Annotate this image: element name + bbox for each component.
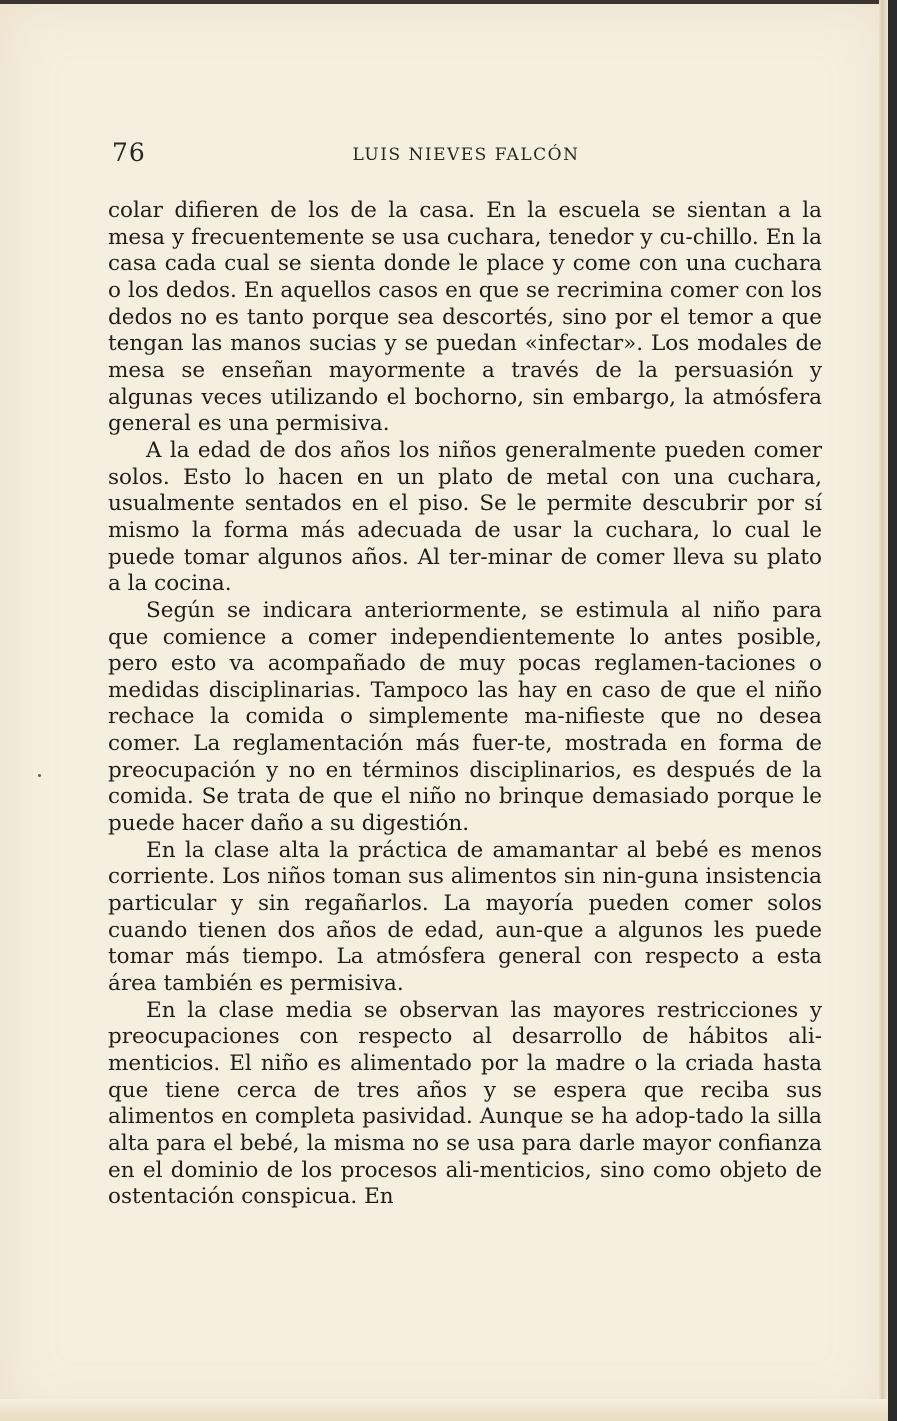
paragraph-5: En la clase media se observan las mayores restricciones y preocupaciones con respecto al desarrollo de hábitos ali-menticios. El niño es alimentado por la madre o la criada hasta que tiene cerca de tres años y se espera que reciba sus alimentos en completa pasividad. Aunque se ha adop-tado la silla alta para el bebé, la misma no se usa para darle mayor confianza en el dominio de los procesos ali-menticios, sino como objeto de ostentación conspicua. En bbox=[108, 997, 822, 1210]
page-header bbox=[112, 138, 820, 168]
paragraph-1: colar difieren de los de la casa. En la escuela se sientan a la mesa y frecuentemente se usa cuchara, tenedor y cu-chillo. En la casa cada cual se sienta donde le place y come con una cuchara o los dedos. En aquellos casos en que se recrimina comer con los dedos no es tanto porque sea descortés, sino por el temor a que tengan las manos sucias y se puedan «infectar». Los modales de mesa se enseñan mayormente a través de la persuasión y algunas veces utilizando el bochorno, sin embargo, la atmósfera general es una permisiva. bbox=[108, 198, 822, 437]
page-edge bbox=[879, 0, 888, 1421]
paragraph-3: Según se indicara anteriormente, se estimula al niño para que comience a comer independientemente lo antes posible, pero esto va acompañado de muy pocas reglamen-taciones o medidas disciplinarias. Tampoco las hay en caso de que el niño rechace la comida o simplemente ma-nifieste que no desea comer. La reglamentación más fuer-te, mostrada en forma de preocupación y no en términos disciplinarios, es después de la comida. Se trata de que el niño no brinque demasiado porque le puede hacer daño a su digestión. bbox=[108, 597, 822, 837]
paragraph-4: En la clase alta la práctica de amamantar al bebé es menos corriente. Los niños toman sus alimentos sin nin-guna insistencia particular y sin regañarlos. La mayoría pueden comer solos cuando tienen dos años de edad, aun-que a algunos les puede tomar más tiempo. La atmósfera general con respecto a esta área también es permisiva. bbox=[108, 837, 822, 997]
page-number: 76 bbox=[112, 138, 146, 167]
running-head: LUIS NIEVES FALCÓN bbox=[352, 145, 580, 165]
body-text bbox=[108, 198, 822, 1211]
paragraph-2: A la edad de dos años los niños generalmente pueden comer solos. Esto lo hacen en un plato de metal con una cuchara, usualmente sentados en el piso. Se le permite descubrir por sí mismo la forma más adecuada de usar la cuchara, lo cual le puede tomar algunos años. Al ter-minar de comer lleva su plato a la cocina. bbox=[108, 437, 822, 597]
paper-speck bbox=[38, 774, 41, 777]
